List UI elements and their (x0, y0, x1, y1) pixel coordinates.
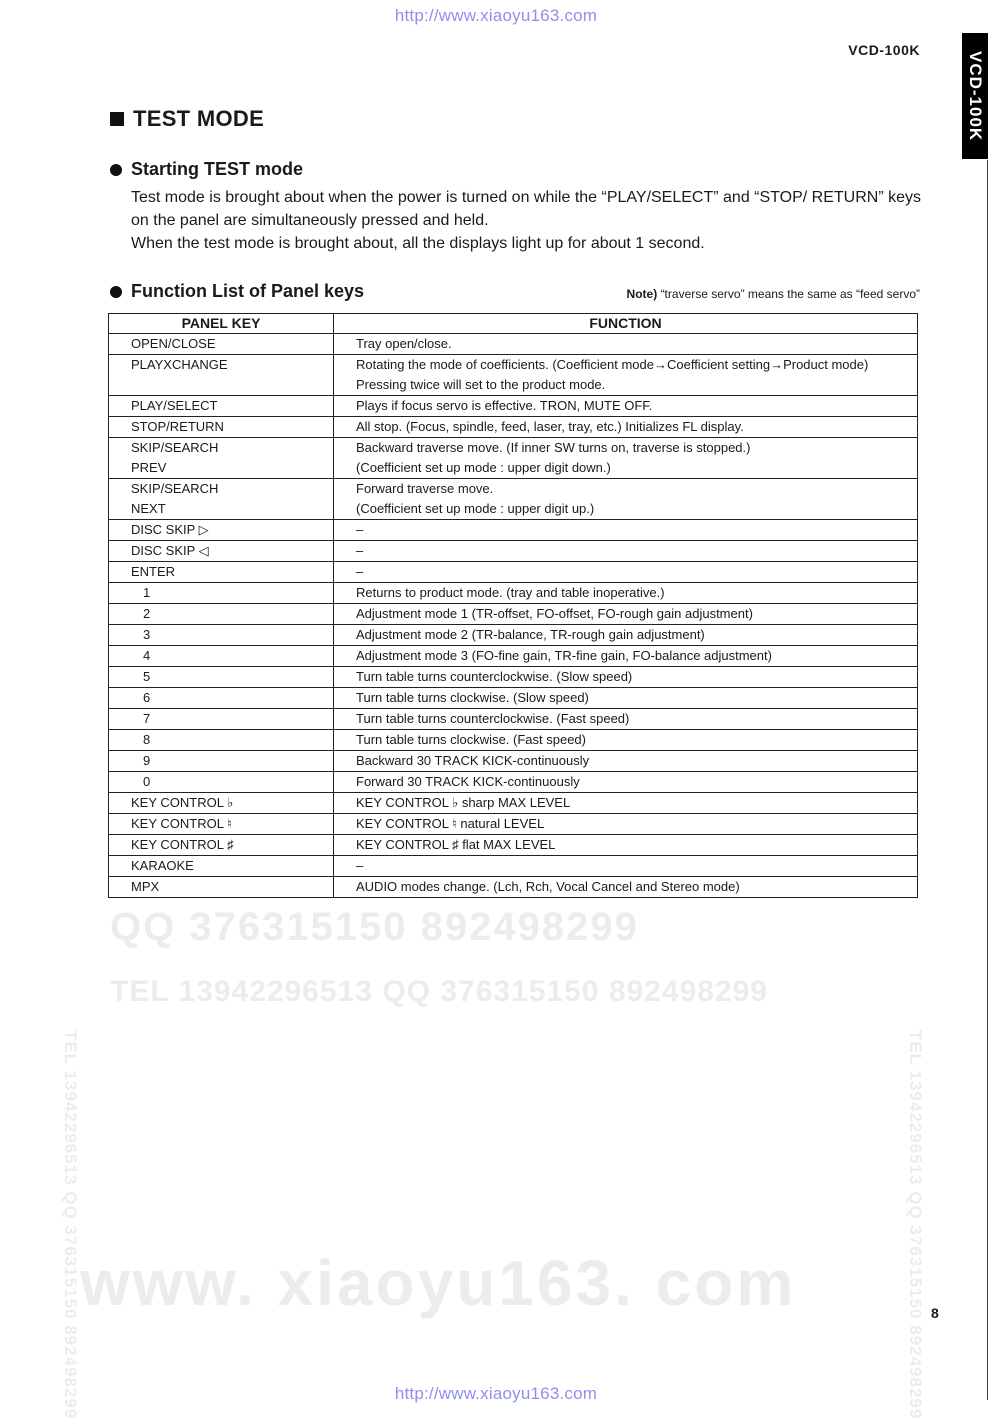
table-header-row (109, 314, 918, 334)
panel-key-cell (109, 355, 334, 396)
function-text: Turn table turns counterclockwise. (Fast speed) (356, 711, 630, 726)
watermark-top: QQ 376315150 892498299 (110, 905, 639, 949)
function-cell (334, 835, 918, 856)
function-list-heading (110, 281, 364, 302)
panel-key-text: 9 (143, 753, 151, 768)
starting-paragraph-2: When the test mode is brought about, all the displays light up for about 1 second. (131, 235, 705, 252)
panel-key-cell (109, 793, 334, 814)
table-row (109, 730, 918, 751)
panel-key-text: MPX (131, 879, 160, 894)
function-text: KEY CONTROL ♭ sharp MAX LEVEL (356, 795, 571, 810)
function-cell (334, 355, 918, 396)
function-text: Turn table turns clockwise. (Slow speed) (356, 690, 589, 705)
function-text: Turn table turns clockwise. (Fast speed) (356, 732, 586, 747)
panel-key-cell (109, 541, 334, 562)
square-bullet-icon (110, 112, 124, 126)
function-cell (334, 667, 918, 688)
table-row (109, 417, 918, 438)
function-cell (334, 730, 918, 751)
function-list-heading-text: Function List of Panel keys (131, 281, 365, 301)
function-text: Rotating the mode of coefficients. (Coefficient mode→Coefficient setting→Product mode) (356, 357, 869, 372)
function-cell (334, 479, 918, 520)
function-text: Plays if focus servo is effective. TRON, MUTE OFF. (356, 398, 653, 413)
panel-key-text: KEY CONTROL ♯ (131, 837, 234, 852)
panel-key-cell (109, 562, 334, 583)
panel-key-text: DISC SKIP ▷ (131, 522, 209, 537)
table-row (109, 751, 918, 772)
function-cell (334, 646, 918, 667)
starting-heading (110, 159, 303, 180)
panel-key-text: 7 (143, 711, 151, 726)
function-cell (334, 396, 918, 417)
function-cell (334, 814, 918, 835)
panel-key-cell (109, 396, 334, 417)
section-title (110, 106, 264, 132)
column-header-function: FUNCTION (334, 314, 918, 334)
starting-paragraph-1: Test mode is brought about when the power is turned on while the “PLAY/SELECT” and “STOP/ RETURN” keys on the panel are simultaneously pressed and held. (131, 189, 921, 229)
panel-key-cell (109, 334, 334, 355)
panel-key-cell (109, 688, 334, 709)
panel-key-text: KEY CONTROL ♭ (131, 795, 234, 810)
function-text: Turn table turns counterclockwise. (Slow speed) (356, 669, 633, 684)
function-text: Forward traverse move. (356, 481, 494, 496)
panel-key-cell (109, 814, 334, 835)
source-url-top: http://www.xiaoyu163.com (394, 6, 598, 25)
column-header-panel-key: PANEL KEY (109, 314, 334, 334)
function-cell (334, 688, 918, 709)
panel-key-text: 0 (143, 774, 151, 789)
function-cell (334, 751, 918, 772)
panel-key-cell (109, 667, 334, 688)
function-cell (334, 438, 918, 479)
function-cell (334, 709, 918, 730)
bullet-icon (110, 286, 122, 298)
watermark-bottom: www. xiaoyu163. com (80, 1247, 797, 1319)
panel-key-cell (109, 520, 334, 541)
function-text: KEY CONTROL ♯ flat MAX LEVEL (356, 837, 556, 852)
function-text: Adjustment mode 1 (TR-offset, FO-offset, FO-rough gain adjustment) (356, 606, 753, 621)
panel-key-cell (109, 583, 334, 604)
table-row (109, 604, 918, 625)
panel-key-cell (109, 877, 334, 898)
panel-key-cell (109, 479, 334, 520)
panel-key-text: 8 (143, 732, 151, 747)
panel-key-text: 2 (143, 606, 151, 621)
panel-key-cell (109, 772, 334, 793)
function-text: – (356, 522, 364, 537)
panel-key-text: 3 (143, 627, 151, 642)
table-row (109, 646, 918, 667)
function-text: Pressing twice will set to the product mode. (356, 377, 606, 392)
panel-key-cell (109, 417, 334, 438)
function-cell (334, 334, 918, 355)
table-row (109, 355, 918, 396)
note-label: Note) (626, 287, 658, 301)
starting-heading-text: Starting TEST mode (131, 159, 304, 179)
panel-key-text: PLAYXCHANGE (131, 357, 228, 372)
page-edge-line (987, 160, 988, 1400)
function-cell (334, 583, 918, 604)
table-row (109, 877, 918, 898)
table-row (109, 772, 918, 793)
source-url-bottom: http://www.xiaoyu163.com (394, 1384, 598, 1403)
bullet-icon (110, 164, 122, 176)
panel-key-text: DISC SKIP ◁ (131, 543, 209, 558)
panel-key-cell (109, 751, 334, 772)
panel-key-text: 5 (143, 669, 151, 684)
table-row (109, 334, 918, 355)
table-row (109, 793, 918, 814)
function-text: – (356, 858, 364, 873)
function-text: Adjustment mode 3 (FO-fine gain, TR-fine gain, FO-balance adjustment) (356, 648, 772, 663)
table-row (109, 835, 918, 856)
panel-key-text: PREV (131, 460, 167, 475)
function-cell (334, 625, 918, 646)
panel-key-table (108, 313, 918, 898)
panel-key-text: PLAY/SELECT (131, 398, 218, 413)
function-text: (Coefficient set up mode : upper digit down.) (356, 460, 611, 475)
function-text: Adjustment mode 2 (TR-balance, TR-rough gain adjustment) (356, 627, 705, 642)
panel-key-cell (109, 646, 334, 667)
table-row (109, 667, 918, 688)
function-cell (334, 520, 918, 541)
note (627, 287, 920, 301)
section-title-text: TEST MODE (133, 106, 265, 131)
panel-key-text: SKIP/SEARCH (131, 481, 219, 496)
function-text: Backward traverse move. (If inner SW turns on, traverse is stopped.) (356, 440, 751, 455)
panel-key-text: KARAOKE (131, 858, 194, 873)
function-text: (Coefficient set up mode : upper digit up.) (356, 501, 595, 516)
table-row (109, 583, 918, 604)
panel-key-cell (109, 604, 334, 625)
panel-key-text: ENTER (131, 564, 176, 579)
page-number: 8 (931, 1305, 939, 1321)
function-text: KEY CONTROL ♮ natural LEVEL (356, 816, 545, 831)
function-cell (334, 856, 918, 877)
function-text: All stop. (Focus, spindle, feed, laser, tray, etc.) Initializes FL display. (356, 419, 744, 434)
model-header: VCD-100K (848, 42, 920, 58)
table-row (109, 625, 918, 646)
function-cell (334, 604, 918, 625)
table-row (109, 438, 918, 479)
panel-key-text: 1 (143, 585, 151, 600)
note-text: “traverse servo” means the same as “feed servo” (660, 287, 920, 301)
function-cell (334, 541, 918, 562)
panel-key-cell (109, 625, 334, 646)
function-cell (334, 793, 918, 814)
table-row (109, 541, 918, 562)
table-row (109, 396, 918, 417)
panel-key-cell (109, 438, 334, 479)
panel-key-text: NEXT (131, 501, 166, 516)
function-text: Backward 30 TRACK KICK-continuously (356, 753, 590, 768)
function-text: – (356, 564, 364, 579)
panel-key-text: KEY CONTROL ♮ (131, 816, 232, 831)
watermark-right: TEL 13942296513 QQ 376315150 892498299 (906, 1030, 925, 1419)
function-text: Tray open/close. (356, 336, 452, 351)
panel-key-text: 6 (143, 690, 151, 705)
table-row (109, 688, 918, 709)
panel-key-text: 4 (143, 648, 151, 663)
panel-key-text: OPEN/CLOSE (131, 336, 216, 351)
function-text: Returns to product mode. (tray and table inoperative.) (356, 585, 665, 600)
panel-key-text: STOP/RETURN (131, 419, 224, 434)
panel-key-cell (109, 835, 334, 856)
panel-key-text: SKIP/SEARCH (131, 440, 219, 455)
function-cell (334, 562, 918, 583)
table-row (109, 814, 918, 835)
table-row (109, 709, 918, 730)
panel-key-cell (109, 856, 334, 877)
table-row (109, 562, 918, 583)
table-row (109, 479, 918, 520)
side-tab-model: VCD-100K (962, 33, 988, 159)
function-text: – (356, 543, 364, 558)
function-text: Forward 30 TRACK KICK-continuously (356, 774, 580, 789)
function-cell (334, 417, 918, 438)
watermark-left: TEL 13942296513 QQ 376315150 892498299 (61, 1030, 80, 1419)
watermark-middle: TEL 13942296513 QQ 376315150 892498299 (110, 975, 768, 1008)
table-row (109, 856, 918, 877)
panel-key-cell (109, 730, 334, 751)
function-text: AUDIO modes change. (Lch, Rch, Vocal Cancel and Stereo mode) (356, 879, 740, 894)
function-cell (334, 772, 918, 793)
table-row (109, 520, 918, 541)
panel-key-cell (109, 709, 334, 730)
function-cell (334, 877, 918, 898)
